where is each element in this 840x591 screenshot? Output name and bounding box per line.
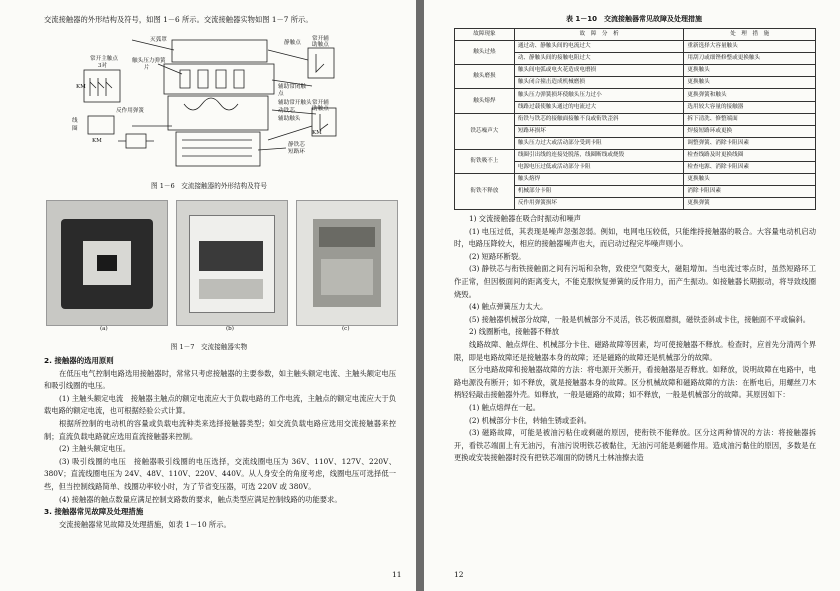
para-mechanical-stuck: (2) 机械部分卡住，转轴生锈或歪斜。 [469, 415, 592, 425]
measure-cell: 更换弹簧 [684, 198, 816, 210]
phenomenon-cell: 触头磨损 [455, 65, 515, 89]
section-faults-heading: 3. 接触器常见故障及处理措施 [44, 507, 144, 517]
label-km-2: KM [92, 138, 102, 144]
label-static-core: 静铁芯 [288, 142, 305, 148]
label-spring-2: 片 [144, 65, 150, 71]
intro-text: 交流接触器的外形结构及符号，如图 1－6 所示。交流接触器实物如图 1－7 所示。 [44, 15, 313, 24]
label-aux-contact: 辅助触头 [278, 116, 301, 122]
analysis-cell: 衔铁与铁芯的接触面接触不良或衔铁歪斜 [514, 113, 684, 125]
phenomenon-cell: 铁芯噪声大 [455, 113, 515, 149]
para-spring-pressure: (4) 触点弹簧压力太大。 [469, 302, 548, 312]
label-aux-nc-2: 点 [278, 91, 284, 97]
measure-cell: 调整弹簧、消除卡阻因素 [684, 137, 816, 149]
analysis-cell: 触头间电弧或电火花造成电磨损 [514, 65, 684, 77]
page-number-right: 12 [454, 570, 464, 579]
para-fault-diagnosis: 区分电路故障和接触器故障的方法：将电源开关断开，看接触器是否释放。如释放，说明故障在电路中，电路电源没有断开；如不释放，就是接触器本身的故障。区分机械故障和磁路故障的方法：在断电后，用螺丝刀木柄轻轻敲击接触器外壳。如释放，一般是磁路的故障；如不释放，一般是机械部分的故障。其原因如下： [454, 365, 816, 400]
measure-cell: 选用较大容量的接触器 [684, 101, 816, 113]
para-magnetic-fault: (3) 磁路故障，可能是被油污粘住或剩磁的原因，使衔铁不能释放。区分这两种情况的方法：将接触器拆开，看铁芯端面上有无油污，有油污说明铁芯被黏住，无油污可能是剩磁作用。造成油污黏住的原因，多数是在更换或安装接触器时没有把铁芯端面的防锈凡士林油擦去造 [454, 428, 816, 463]
label-aux-no-2: 助触点 [312, 42, 329, 48]
measure-cell: 更换触头 [684, 65, 816, 77]
left-body [44, 355, 396, 531]
label-static-contact: 静触点 [284, 40, 301, 46]
phenomenon-cell: 衔铁不释放 [455, 174, 515, 210]
phenomenon-cell: 触头熔焊 [455, 89, 515, 113]
page-gutter [416, 0, 424, 591]
measure-cell: 用刮刀或细锉修整或更换触头 [684, 53, 816, 65]
para-rated-current: (1) 主触头额定电流 接触器主触点的额定电流应大于负载电路的工作电流，主触点的额定电流应大于负载电路的额定电流，也可根据经验公式计算。 [44, 393, 396, 416]
analysis-cell: 反作用弹簧损坏 [514, 198, 684, 210]
label-aux-open: 辅助常开触头 [278, 100, 312, 106]
para-contact-welded: (1) 触点熔焊在一起。 [469, 402, 541, 412]
label-km-3: KM [312, 130, 322, 136]
table-row [455, 89, 816, 101]
para-release-causes: 线路故障、触点焊住、机械部分卡住、磁路故障等因素，均可使接触器不释放。检查时，应首先分清两个界限，即是电路故障还是接触器本身的故障；还是磁路的故障还是机械部分的故障。 [454, 339, 816, 362]
label-three-pairs: 3对 [98, 63, 108, 69]
measure-cell: 检查线路及时更换线圈 [684, 149, 816, 161]
analysis-cell: 触头压力弹簧损坏使触头压力过小 [514, 89, 684, 101]
label-main-no-contact: 常开主触点 [90, 56, 118, 62]
analysis-cell: 线路过载使触头通过的电流过大 [514, 101, 684, 113]
label-reaction-spring: 反作用弹簧 [116, 108, 144, 114]
photo-c-label: (c) [342, 326, 350, 332]
analysis-cell: 线圈引出线的连接处脱落，线圈断线或烧毁 [514, 149, 684, 161]
label-moving-core: 动铁芯 [278, 108, 295, 114]
phenomenon-cell: 触头过热 [455, 41, 515, 65]
fault-table [454, 28, 816, 210]
figure-1-6-caption: 图 1－6 交流接触器的外形结构及符号 [151, 182, 267, 190]
measure-cell: 检查电源、消除卡阻因素 [684, 162, 816, 174]
measure-cell: 焊接短路环或更换 [684, 125, 816, 137]
left-page [0, 0, 416, 591]
para-coil-voltage: (3) 吸引线圈的电压 接触器吸引线圈的电压选择，交流线圈电压为 36V、110V、127V、220V、380V；直流线圈电压为 24V、48V、110V、220V、440V。从人身安全的角度考虑，线圈电压可选择低一些，但当控制线路简单、线圈功率较小时，为了节省变压器，可选 220V 或 380V。 [44, 456, 396, 491]
label-aux-nc-1: 辅助常闭触 [278, 84, 306, 90]
contactor-photo-b [176, 200, 288, 326]
measure-cell: 消除卡阻因素 [684, 186, 816, 198]
measure-cell: 更换触头 [684, 174, 816, 186]
phenomenon-cell: 衔铁吸不上 [455, 149, 515, 173]
label-coil-2: 圈 [72, 126, 78, 132]
header-phenomenon: 故障现象 [455, 29, 515, 41]
table-row [455, 174, 816, 186]
measure-cell: 拆下清洗、修整端面 [684, 113, 816, 125]
analysis-cell: 触头闭合撞击造成机械磨损 [514, 77, 684, 89]
measure-cell: 更换弹簧和触头 [684, 89, 816, 101]
photo-a-label: (a) [100, 326, 108, 332]
label-km-1: KM [76, 84, 86, 90]
para-contact-count: (4) 接触器的触点数量应满足控制支路数的要求，触点类型应满足控制线路的功能要求。 [59, 494, 342, 504]
header-measures: 处 理 措 施 [684, 29, 816, 41]
label-coil-1: 线 [72, 118, 78, 124]
measure-cell: 重新选择大容量触头 [684, 41, 816, 53]
para-dirt-core: (3) 静铁芯与衔铁接触面之间有污垢和杂物，致使空气隙变大，磁阻增加。当电流过零点时，虽然短路环工作正常，但因极面间的距离变大，不能克服恢复弹簧的反作用力，而产生振动。如接触器长期振动，将导致线圈烧毁。 [454, 264, 816, 299]
para-selection-intro: 在低压电气控制电路选用接触器时，常常只考虑接触器的主要参数，如主触头额定电流、主触头额定电压和吸引线圈的电压。 [44, 368, 396, 391]
analysis-cell: 触头熔焊 [514, 174, 684, 186]
contactor-photo-a [46, 200, 168, 326]
para-contactor-type: 根据所控制的电动机的容量或负载电流种类来选择接触器类型；如交流负载电路应选用交流接触器来控制；直流负载电路就应选用直流接触器来控制。 [44, 418, 396, 441]
label-pressure-spring: 触头压力弹簧 [132, 58, 166, 64]
photo-b-label: (b) [226, 326, 234, 332]
analysis-cell: 电源电压过低或活动部分卡阻 [514, 162, 684, 174]
para-rated-voltage: (2) 主触头额定电压。 [59, 444, 131, 454]
section-selection-heading: 2. 接触器的选用原则 [44, 356, 114, 365]
contactor-photo-c [296, 200, 398, 326]
analysis-cell: 机械部分卡阻 [514, 186, 684, 198]
measure-cell: 更换触头 [684, 77, 816, 89]
header-analysis: 故 障 分 析 [514, 29, 684, 41]
analysis-cell: 触头压力过大或活动部分受到卡阻 [514, 137, 684, 149]
para-table-ref: 交流接触器常见故障及处理措施，如表 1－10 所示。 [59, 519, 231, 529]
table-row [455, 41, 816, 53]
para-short-ring: (2) 短路环断裂。 [469, 251, 526, 261]
figure-1-7-caption: 图 1－7 交流接触器实物 [170, 343, 248, 351]
para-low-voltage: (1) 电压过低，其表现是噪声忽强忽弱。例如，电网电压较低，只能维持接触器的吸合。大容量电动机启动时，电路压降较大，相应的接触器噪声也大，而启动过程完毕噪声则小。 [454, 226, 816, 249]
table-row [455, 113, 816, 125]
para-mechanical-fault: (5) 接触器机械部分故障，一般是机械部分不灵活，铁芯极面磨损，磁铁歪斜或卡住，接触面不平或偏斜。 [469, 314, 811, 324]
label-aux-nc-3: 常开辅 [312, 100, 329, 106]
analysis-cell: 动、静触头间的接触电阻过大 [514, 53, 684, 65]
table-row [455, 65, 816, 77]
label-aux-no-1: 常开辅 [312, 36, 329, 42]
figure-1-6 [72, 30, 342, 176]
analysis-cell: 通过动、静触头间的电流过大 [514, 41, 684, 53]
right-page [424, 0, 840, 591]
table-header-row [455, 29, 816, 41]
label-arc-chute: 灭弧罩 [150, 37, 167, 43]
table-title: 表 1－10 交流接触器常见故障及处理措施 [565, 15, 703, 23]
subsection-no-release: 2) 线圈断电，接触器不释放 [469, 327, 560, 337]
table-row [455, 149, 816, 161]
label-short-ring: 短路环 [288, 149, 305, 155]
page-number-left: 11 [392, 570, 402, 579]
analysis-cell: 短路环损坏 [514, 125, 684, 137]
subsection-vibration: 1) 交流接触器在吸合时振动和噪声 [469, 214, 581, 223]
right-body [454, 213, 816, 465]
label-aux-nc-4: 助触点 [312, 106, 329, 112]
